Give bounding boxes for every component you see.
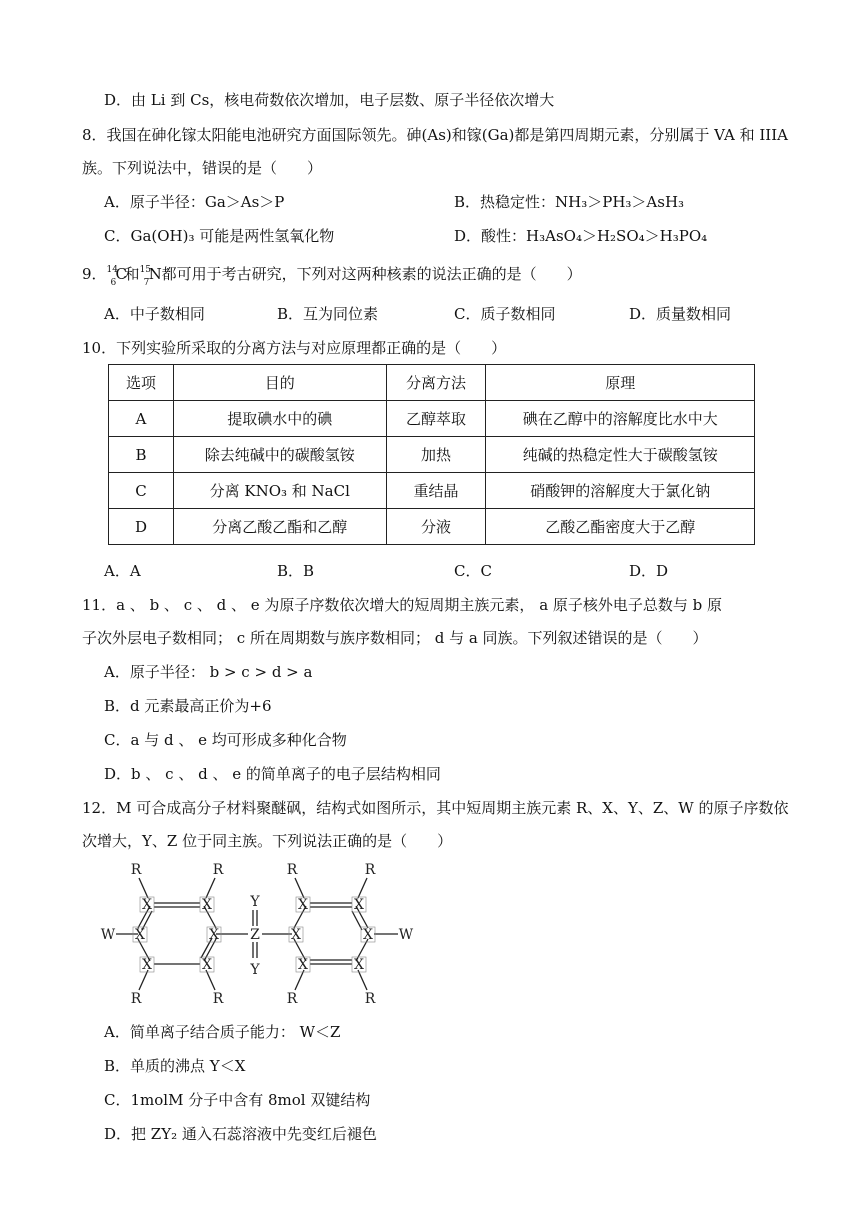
table-header-cell: 分离方法 — [386, 365, 486, 401]
atom-label-x: X — [354, 897, 364, 913]
q9-and: 和 — [124, 265, 140, 283]
atom-label-x: X — [363, 927, 373, 943]
table-header-cell: 选项 — [109, 365, 174, 401]
atom-label-r: R — [286, 991, 298, 1007]
q11-option-c: C．a 与 d 、 e 均可形成多种化合物 — [104, 731, 347, 749]
q8-option-b: B．热稳定性：NH₃＞PH₃＞AsH₃ — [454, 193, 685, 211]
n-atomic-number: 7 — [143, 278, 150, 288]
table-cell: 乙醇萃取 — [386, 401, 486, 437]
q9-option-b: B．互为同位素 — [277, 305, 379, 323]
table-header-cell: 原理 — [486, 365, 755, 401]
atom-label-r: R — [364, 862, 376, 878]
q12-stem-line1: 12．M 可合成高分子材料聚醚砜，结构式如图所示，其中短周期主族元素 R、X、Y、Z、W 的原子序数依 — [82, 799, 789, 817]
atom-label-x: X — [298, 897, 308, 913]
table-cell: 分离 KNO₃ 和 NaCl — [173, 473, 386, 509]
atom-label-x: X — [298, 957, 308, 973]
q10-option-d: D．D — [629, 562, 669, 580]
table-header-row — [109, 365, 755, 401]
q7-option-d: D．由 Li 到 Cs，核电荷数依次增加，电子层数、原子半径依次增大 — [104, 91, 555, 109]
n-symbol: N — [148, 265, 162, 283]
table-cell: 硝酸钾的溶解度大于氯化钠 — [486, 473, 755, 509]
q9-option-d: D．质量数相同 — [629, 305, 732, 323]
table-cell: 分液 — [386, 509, 486, 545]
table-cell: D — [109, 509, 174, 545]
atom-label-z: Z — [250, 927, 260, 943]
atom-label-y: Y — [250, 962, 260, 978]
table-cell: 除去纯碱中的碳酸氢铵 — [173, 437, 386, 473]
q8-stem-line1: 8．我国在砷化镓太阳能电池研究方面国际领先。砷(As)和镓(Ga)都是第四周期元素，分别属于 VA 和 IIIA — [82, 126, 788, 144]
table-cell: C — [109, 473, 174, 509]
q9-option-a: A．中子数相同 — [104, 305, 205, 323]
q9-stem — [82, 264, 582, 288]
atom-label-w: W — [398, 927, 414, 943]
atom-label-x: X — [142, 957, 152, 973]
c-mass-number: 14 — [106, 265, 118, 275]
atom-label-r: R — [130, 991, 142, 1007]
q11-option-d: D．b 、 c 、 d 、 e 的简单离子的电子层结构相同 — [104, 765, 441, 783]
q9-option-c: C．质子数相同 — [454, 305, 556, 323]
separation-table — [108, 364, 755, 545]
table-row — [109, 473, 755, 509]
table-row — [109, 509, 755, 545]
table-row — [109, 401, 755, 437]
table-cell: A — [109, 401, 174, 437]
q8-option-c: C．Ga(OH)₃ 可能是两性氢氧化物 — [104, 227, 335, 245]
atom-label-r: R — [212, 862, 224, 878]
table-cell: 提取碘水中的碘 — [173, 401, 386, 437]
q8-option-d: D．酸性：H₃AsO₄＞H₂SO₄＞H₃PO₄ — [454, 227, 708, 245]
table-cell: 纯碱的热稳定性大于碳酸氢铵 — [486, 437, 755, 473]
nitrogen-15-nuclide — [139, 264, 162, 288]
table-header-cell: 目的 — [173, 365, 386, 401]
atom-label-x: X — [135, 927, 145, 943]
q10-option-b: B．B — [277, 562, 315, 580]
q12-option-d: D．把 ZY₂ 通入石蕊溶液中先变红后褪色 — [104, 1125, 377, 1143]
atom-label-r: R — [212, 991, 224, 1007]
q11-option-b: B．d 元素最高正价为+6 — [104, 697, 272, 715]
atom-label-x: X — [209, 927, 219, 943]
q10-option-c: C．C — [454, 562, 492, 580]
atom-label-r: R — [364, 991, 376, 1007]
carbon-14-nuclide — [106, 264, 128, 288]
atom-label-r: R — [286, 862, 298, 878]
q12-option-b: B．单质的沸点 Y＜X — [104, 1057, 246, 1075]
n-mass-number: 15 — [139, 265, 152, 275]
q11-stem-line1: 11．a 、 b 、 c 、 d 、 e 为原子序数依次增大的短周期主族元素， a 原子核外电子总数与 b 原 — [82, 596, 723, 614]
atom-label-x: X — [291, 927, 301, 943]
atom-label-r: R — [130, 862, 142, 878]
q8-stem-line2: 族。下列说法中，错误的是（ ） — [82, 159, 323, 177]
q11-option-a: A．原子半径： b > c > d > a — [104, 663, 313, 681]
table-cell: 乙酸乙酯密度大于乙醇 — [486, 509, 755, 545]
atom-label-x: X — [354, 957, 364, 973]
table-cell: B — [109, 437, 174, 473]
q12-option-c: C．1molM 分子中含有 8mol 双键结构 — [104, 1091, 371, 1109]
table-cell: 分离乙酸乙酯和乙醇 — [173, 509, 386, 545]
c-atomic-number: 6 — [110, 278, 117, 288]
q8-option-a: A．原子半径：Ga＞As＞P — [104, 193, 285, 211]
atom-label-x: X — [142, 897, 152, 913]
q11-stem-line2: 子次外层电子数相同； c 所在周期数与族序数相同； d 与 a 同族。下列叙述错误的是（ ） — [82, 629, 708, 647]
q10-stem: 10．下列实验所采取的分离方法与对应原理都正确的是（ ） — [82, 339, 507, 357]
q10-option-a: A．A — [104, 562, 141, 580]
table-cell: 重结晶 — [386, 473, 486, 509]
q12-stem-line2: 次增大，Y、Z 位于同主族。下列说法正确的是（ ） — [82, 832, 453, 850]
q12-option-a: A．简单离子结合质子能力： W＜Z — [104, 1023, 341, 1041]
table-cell: 碘在乙醇中的溶解度比水中大 — [486, 401, 755, 437]
atom-label-x: X — [202, 897, 212, 913]
c-symbol: C — [115, 265, 128, 283]
atom-label-y: Y — [250, 894, 260, 910]
structural-formula-diagram — [96, 858, 426, 1008]
q9-stem-rest: 都可用于考古研究，下列对这两种核素的说法正确的是（ ） — [161, 265, 582, 283]
table-cell: 加热 — [386, 437, 486, 473]
q9-prefix: 9． — [82, 265, 107, 283]
atom-label-x: X — [202, 957, 212, 973]
table-row — [109, 437, 755, 473]
atom-label-w: W — [100, 927, 116, 943]
